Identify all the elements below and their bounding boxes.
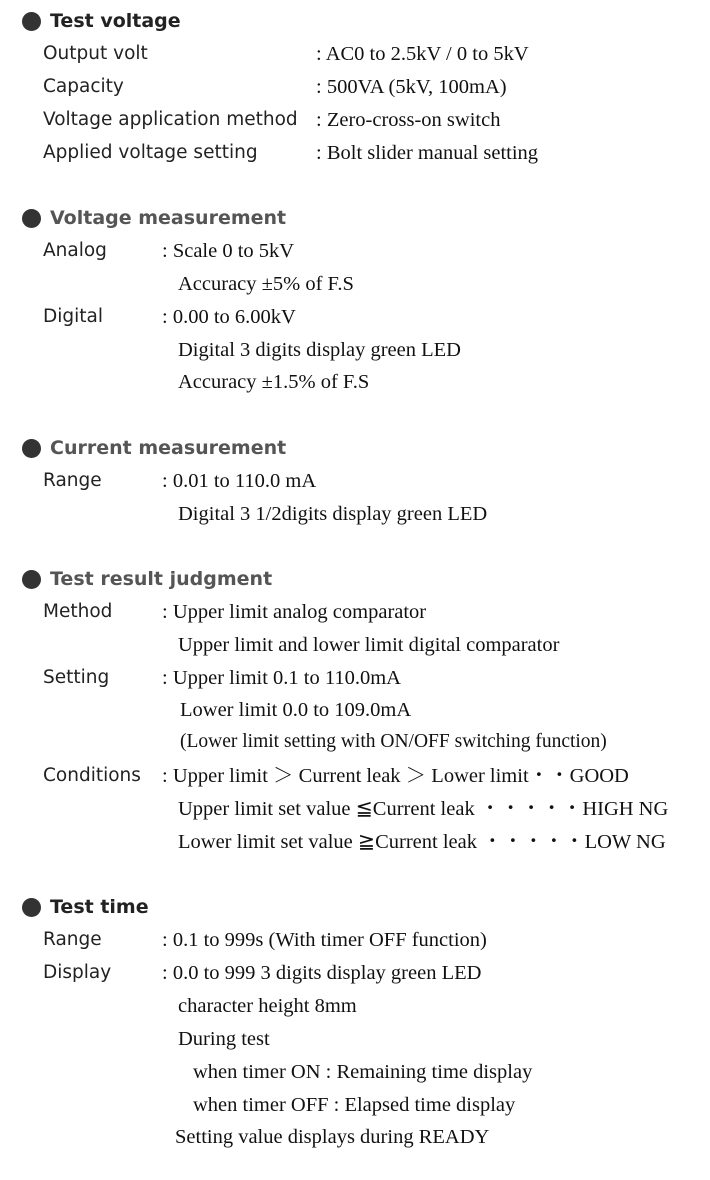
spec-value: Lower limit 0.0 to 109.0mA: [180, 699, 412, 721]
spec-label: Digital: [43, 306, 103, 327]
spec-value: Upper limit and lower limit digital comparator: [178, 634, 560, 656]
section-title: Test result judgment: [50, 568, 273, 590]
spec-value: : 500VA (5kV, 100mA): [316, 76, 507, 98]
spec-value: when timer OFF : Elapsed time display: [193, 1094, 516, 1116]
spec-value: Accuracy ±1.5% of F.S: [178, 371, 370, 393]
spec-value: : 0.0 to 999 3 digits display green LED: [162, 962, 482, 984]
spec-value: Digital 3 digits display green LED: [178, 339, 461, 361]
bullet-icon: [22, 570, 41, 589]
spec-value: Accuracy ±5% of F.S: [178, 273, 354, 295]
section-heading-test-voltage: [22, 8, 181, 34]
spec-label: Conditions: [43, 765, 141, 786]
spec-value: when timer ON : Remaining time display: [193, 1061, 533, 1083]
section-title: Test voltage: [50, 10, 181, 32]
spec-value: Setting value displays during READY: [175, 1126, 490, 1148]
bullet-icon: [22, 12, 41, 31]
spec-value: : Upper limit analog comparator: [162, 601, 427, 623]
section-heading-voltage-measurement: [22, 205, 286, 231]
spec-value: : Upper limit 0.1 to 110.0mA: [162, 667, 401, 689]
spec-label: Method: [43, 601, 113, 622]
spec-value: : Scale 0 to 5kV: [162, 240, 295, 262]
spec-value: Lower limit set value ≧Current leak ・・・・・LOW NG: [178, 831, 666, 853]
spec-value: During test: [178, 1028, 270, 1050]
bullet-icon: [22, 439, 41, 458]
spec-value: Digital 3 1/2digits display green LED: [178, 503, 488, 525]
section-heading-current-measurement: [22, 435, 286, 461]
spec-value: : 0.00 to 6.00kV: [162, 306, 296, 328]
section-title: Voltage measurement: [50, 207, 287, 229]
spec-value: : 0.1 to 999s (With timer OFF function): [162, 929, 487, 951]
section-title: Test time: [50, 896, 149, 918]
spec-label: Range: [43, 929, 102, 950]
spec-label: Range: [43, 470, 102, 491]
spec-value: : Upper limit ＞ Current leak ＞ Lower limit・・GOOD: [162, 765, 629, 787]
bullet-icon: [22, 898, 41, 917]
spec-label: Voltage application method: [43, 109, 298, 130]
section-heading-test-time: [22, 894, 149, 920]
spec-label: Analog: [43, 240, 107, 261]
spec-label: Display: [43, 962, 112, 983]
spec-label: Output volt: [43, 43, 148, 64]
spec-value: : Zero-cross-on switch: [316, 109, 501, 131]
spec-label: Applied voltage setting: [43, 142, 258, 163]
section-heading-test-result-judgment: [22, 566, 272, 592]
spec-label: Capacity: [43, 76, 124, 97]
spec-value: : AC0 to 2.5kV / 0 to 5kV: [316, 43, 529, 65]
section-title: Current measurement: [50, 437, 287, 459]
spec-value: (Lower limit setting with ON/OFF switching function): [180, 731, 607, 752]
spec-value: : Bolt slider manual setting: [316, 142, 539, 164]
bullet-icon: [22, 209, 41, 228]
spec-value: Upper limit set value ≦Current leak ・・・・・HIGH NG: [178, 798, 669, 820]
spec-value: character height 8mm: [178, 995, 357, 1017]
spec-value: : 0.01 to 110.0 mA: [162, 470, 317, 492]
spec-label: Setting: [43, 667, 110, 688]
